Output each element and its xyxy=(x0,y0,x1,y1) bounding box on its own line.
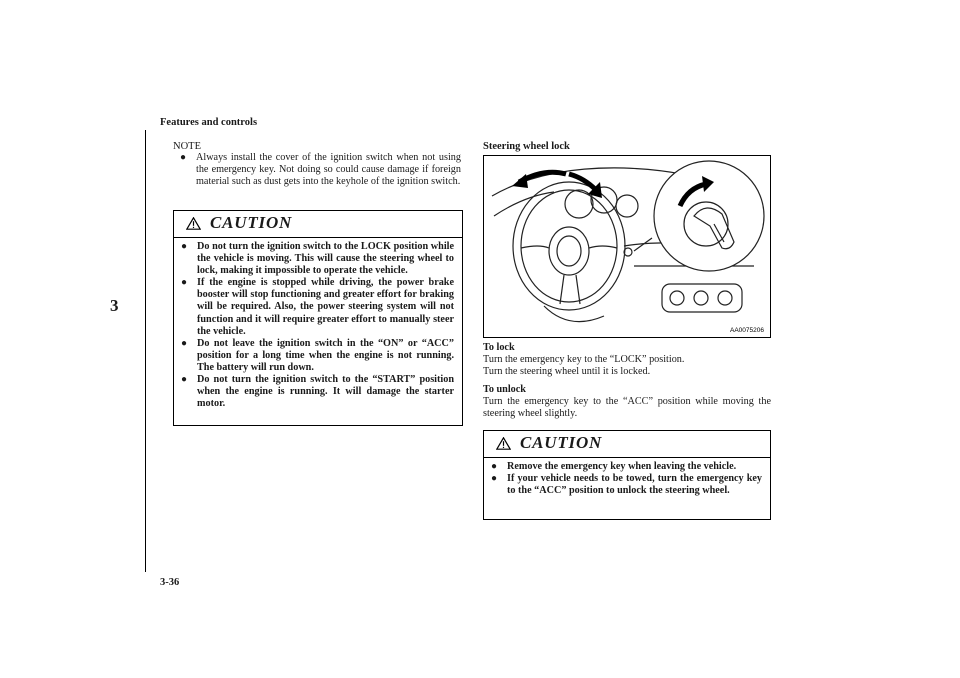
page-number: 3-36 xyxy=(160,577,180,588)
section-header: Features and controls xyxy=(160,117,258,128)
chapter-number: 3 xyxy=(110,296,119,315)
to-unlock-block xyxy=(483,384,771,421)
caution-list xyxy=(174,238,462,414)
to-unlock-heading: To unlock xyxy=(483,384,526,395)
note-item xyxy=(180,152,461,188)
chapter-tab-divider xyxy=(145,130,146,572)
caution-item-text: If the engine is stopped while driving, the power brake booster will stop functioning and greater effort for braking will be required. Also, the power steering system will not function and it will require greater effort to manually steer the vehicle. xyxy=(197,277,454,337)
figure-code: AA0075206 xyxy=(730,327,764,334)
caution-list xyxy=(484,458,770,501)
to-lock-block xyxy=(483,342,771,379)
caution-item-text: Do not turn the ignition switch to the “START” position when the engine is running. It will damage the starter motor. xyxy=(197,374,454,410)
steering-wheel-key-drawing xyxy=(484,156,770,337)
note-item-text: Always install the cover of the ignition switch when not using the emergency key. Not doing so could cause damage if foreign material such as dust gets into the keyhole of the ignition switch. xyxy=(196,152,461,188)
caution-item-text: Do not turn the ignition switch to the LOCK position while the vehicle is moving. This will cause the steering wheel to lock, making it impossible to operate the vehicle. xyxy=(197,241,454,277)
bullet-icon: ● xyxy=(181,277,188,289)
to-unlock-text: Turn the emergency key to the “ACC” position while moving the steering wheel slightly. xyxy=(483,396,771,420)
warning-triangle-icon xyxy=(496,437,511,450)
bullet-icon: ● xyxy=(491,461,498,472)
steering-lock-illustration xyxy=(483,155,771,338)
caution-item-text: Do not leave the ignition switch in the “ON” or “ACC” position for a long time when the engine is not running. The battery will run down. xyxy=(197,337,454,373)
bullet-icon: ● xyxy=(180,152,187,163)
caution-title: CAUTION xyxy=(210,213,293,232)
bullet-icon: ● xyxy=(491,473,498,485)
caution-item xyxy=(491,473,762,497)
caution-title: CAUTION xyxy=(520,433,603,452)
caution-header xyxy=(174,211,462,238)
note-title: NOTE xyxy=(173,141,201,152)
bullet-icon: ● xyxy=(181,241,188,252)
caution-item xyxy=(181,277,454,337)
note-list xyxy=(180,152,461,188)
bullet-icon: ● xyxy=(181,337,188,349)
to-lock-heading: To lock xyxy=(483,342,515,353)
caution-item xyxy=(181,338,454,374)
caution-item xyxy=(491,461,762,473)
caution-item xyxy=(181,374,454,410)
caution-item xyxy=(181,241,454,277)
to-lock-line: Turn the steering wheel until it is locked. xyxy=(483,366,651,378)
caution-header xyxy=(484,431,770,458)
to-lock-line: Turn the emergency key to the “LOCK” position. xyxy=(483,354,685,366)
caution-box-left xyxy=(173,210,463,426)
steering-lock-title: Steering wheel lock xyxy=(483,141,570,152)
bullet-icon: ● xyxy=(181,374,188,386)
caution-item-text: If your vehicle needs to be towed, turn the emergency key to the “ACC” position to unlock the steering wheel. xyxy=(507,473,762,497)
warning-triangle-icon xyxy=(186,217,201,230)
caution-box-right xyxy=(483,430,771,520)
caution-item-text: Remove the emergency key when leaving the vehicle. xyxy=(507,461,737,472)
